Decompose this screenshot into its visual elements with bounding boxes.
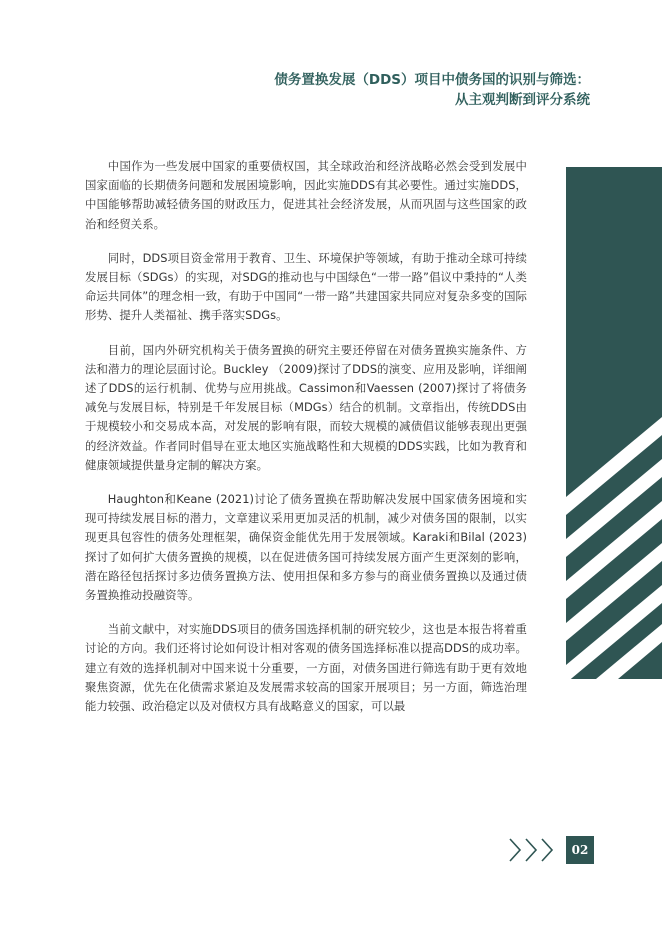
header-title-line1: 债务置换发展（DDS）项目中债务国的识别与筛选： <box>274 72 590 88</box>
body-text <box>85 157 527 731</box>
decorative-stripe-band <box>566 167 662 679</box>
paragraph-5: 当前文献中，对实施DDS项目的债务国选择机制的研究较少，这也是本报告将着重讨论的方向。我们还将讨论如何设计相对客观的债务国选择标准以提高DDS的成功率。建立有效的选择机制对中国来说十分重要，一方面，对债务国进行筛选有助于更有效地聚焦资源，优先在化债需求紧迫及发展需求较高的国家开展项目；另一方面，筛选治理能力较强、政治稳定以及对债权方具有战略意义的国家，可以最 <box>85 622 527 714</box>
chevron-right-icon <box>526 839 536 861</box>
header-title-line2: 从主观判断到评分系统 <box>455 92 590 108</box>
chevron-right-icon <box>542 839 552 861</box>
document-header <box>274 70 590 110</box>
paragraph-2: 同时，DDS项目资金常用于教育、卫生、环境保护等领域，有助于推动全球可持续发展目标（SDGs）的实现，对SDG的推动也与中国绿色“一带一路”倡议中秉持的“人类命运共同体”的理念相一致，有助于中国同“一带一路”共建国家共同应对复杂多变的国际形势、提升人类福祉、携手落实SDGs。 <box>85 250 527 323</box>
page-number: 02 <box>566 836 594 864</box>
chevron-right-icon <box>510 839 520 861</box>
paragraph-4: Haughton和Keane (2021)讨论了债务置换在帮助解决发展中国家债务困境和实现可持续发展目标的潜力，文章建议采用更加灵活的机制，减少对债务国的限制，以实现更具包容性的债务处理框架，确保资金能优先用于发展领域。Karaki和Bilal (2023)探讨了如何扩大债务置换的规模，以在促进债务国可持续发展方面产生更深刻的影响，潜在路径包括探讨多边债务置换方法、使用担保和多方参与的商业债务置换以及通过债务置换推动投融资等。 <box>85 492 527 603</box>
paragraph-1: 中国作为一些发展中国家的重要债权国，其全球政治和经济战略必然会受到发展中国家面临的长期债务问题和发展困境影响，因此实施DDS有其必要性。通过实施DDS，中国能够帮助减轻债务国的财政压力，促进其社会经济发展，从而巩固与这些国家的政治和经贸关系。 <box>85 159 527 231</box>
paragraph-3: 目前，国内外研究机构关于债务置换的研究主要还停留在对债务置换实施条件、方法和潜力的理论层面讨论。Buckley （2009)探讨了DDS的演变、应用及影响，详细阐述了DDS的运行机制、优势与应用挑战。Cassimon和Vaessen (2007)探讨了将债务减免与发展目标，特别是千年发展目标（MDGs）结合的机制。文章指出，传统DDS由于规模较小和交易成本高，对发展的影响有限，而较大规模的减债倡议能够表现出更强的经济效益。作者同时倡导在亚太地区实施战略性和大规模的DDS实践，比如为教育和健康领域提供量身定制的解决方案。 <box>85 342 527 472</box>
footer-arrows <box>506 836 560 864</box>
